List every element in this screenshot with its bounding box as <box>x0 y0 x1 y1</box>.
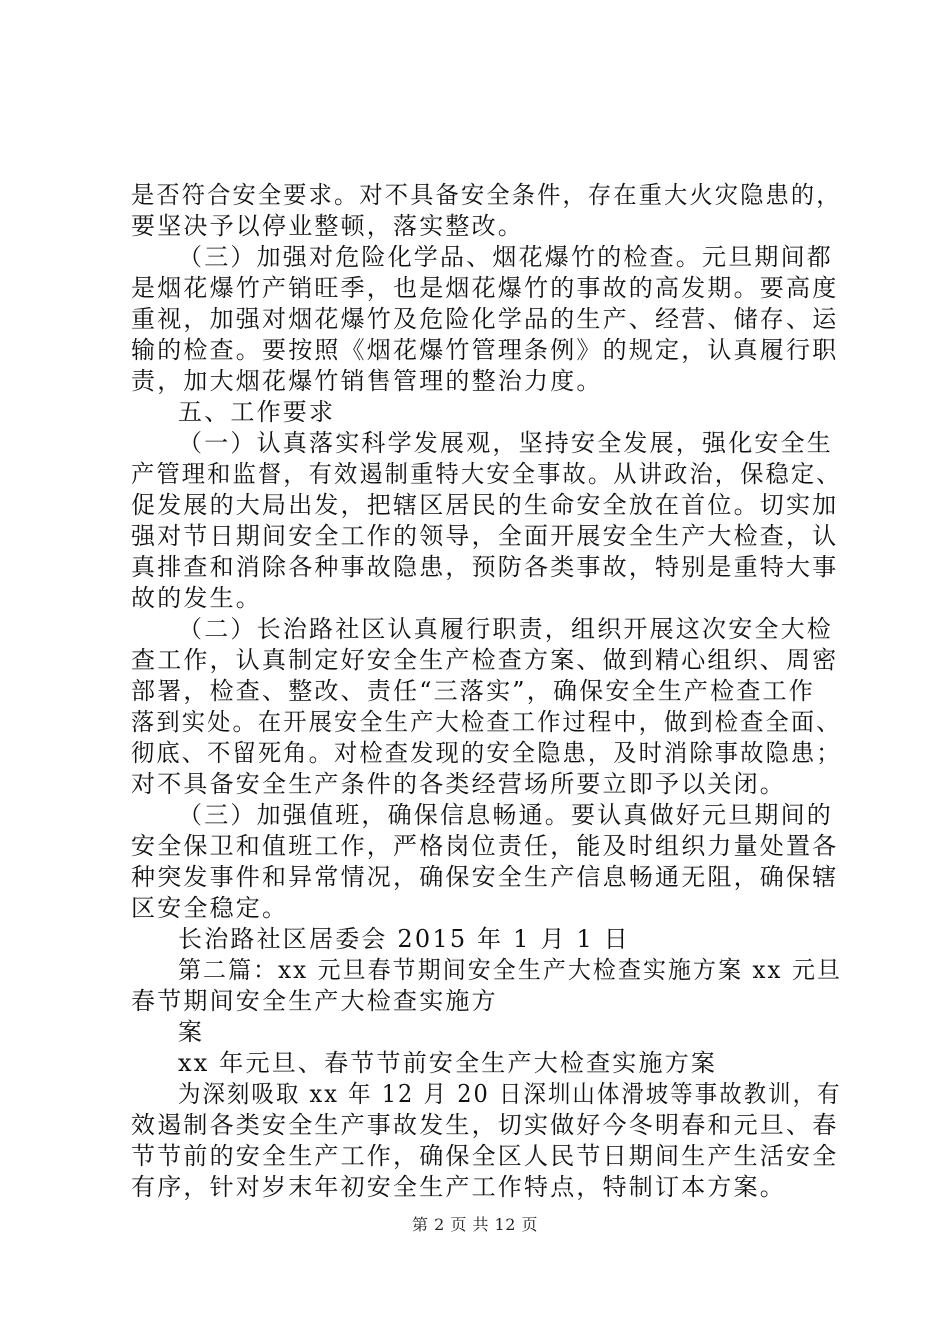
section-heading: 五、工作要求 <box>178 398 336 426</box>
text-line: 重视，加强对烟花爆竹及危险化学品的生产、经营、储存、运 <box>131 305 839 333</box>
text-line: 有序，针对岁末年初安全生产工作特点，特制订本方案。 <box>131 1173 786 1201</box>
text-line: 种突发事件和异常情况，确保安全生产信息畅通无阻，确保辖 <box>131 863 839 891</box>
text-line: （二）长治路社区认真履行职责，组织开展这次安全大检 <box>178 615 833 643</box>
text-line: 为深刻吸取 xx 年 12 月 20 日深圳山体滑坡等事故教训，有 <box>178 1080 842 1108</box>
text-line: 是烟花爆竹产销旺季，也是烟花爆竹的事故的高发期。要高度 <box>131 274 839 302</box>
text-line: （三）加强对危险化学品、烟花爆竹的检查。元旦期间都 <box>178 243 833 271</box>
text-line: 输的检查。要按照《烟花爆竹管理条例》的规定，认真履行职 <box>131 336 839 364</box>
text-line: 促发展的大局出发，把辖区居民的生命安全放在首位。切实加 <box>131 491 839 519</box>
text-line: 落到实处。在开展安全生产大检查工作过程中，做到检查全面、 <box>131 708 842 736</box>
text-line: 效遏制各类安全生产事故发生，切实做好今冬明春和元旦、春 <box>131 1111 839 1139</box>
chapter-title: 春节期间安全生产大检查实施方 <box>131 987 498 1015</box>
text-line: 部署，检查、整改、责任“三落实”，确保安全生产检查工作 <box>131 677 815 705</box>
text-line: 节节前的安全生产工作，确保全区人民节日期间生产生活安全 <box>131 1142 839 1170</box>
text-line: （一）认真落实科学发展观，坚持安全发展，强化安全生 <box>178 429 833 457</box>
text-line: 区安全稳定。 <box>131 894 289 922</box>
text-line: 责，加大烟花爆竹销售管理的整治力度。 <box>131 367 603 395</box>
text-line: 查工作，认真制定好安全生产检查方案、做到精心组织、周密 <box>131 646 839 674</box>
text-line: 真排查和消除各种事故隐患，预防各类事故，特别是重特大事 <box>131 553 839 581</box>
text-line: 安全保卫和值班工作，严格岗位责任，能及时组织力量处置各 <box>131 832 839 860</box>
signature-line: 长治路社区居委会 2015 年 1 月 1 日 <box>178 925 630 953</box>
text-line: 产管理和监督，有效遏制重特大安全事故。从讲政治，保稳定、 <box>131 460 842 488</box>
text-line: （三）加强值班，确保信息畅通。要认真做好元旦期间的 <box>178 801 833 829</box>
text-line: 要坚决予以停业整顿，落实整改。 <box>131 212 524 240</box>
text-line: 彻底、不留死角。对检查发现的安全隐患，及时消除事故隐患； <box>131 739 842 767</box>
page-number: 第 2 页 共 12 页 <box>412 1215 538 1234</box>
chapter-title: 第二篇：xx 元旦春节期间安全生产大检查实施方案 xx 元旦 <box>178 956 843 984</box>
text-line: 强对节日期间安全工作的领导，全面开展安全生产大检查，认 <box>131 522 839 550</box>
text-line: 对不具备安全生产条件的各类经营场所要立即予以关闭。 <box>131 770 786 798</box>
text-line: 故的发生。 <box>131 584 262 612</box>
plan-title: xx 年元旦、春节节前安全生产大检查实施方案 <box>178 1049 718 1077</box>
chapter-title: 案 <box>178 1018 205 1046</box>
text-line: 是否符合安全要求。对不具备安全条件，存在重大火灾隐患的， <box>131 181 842 209</box>
